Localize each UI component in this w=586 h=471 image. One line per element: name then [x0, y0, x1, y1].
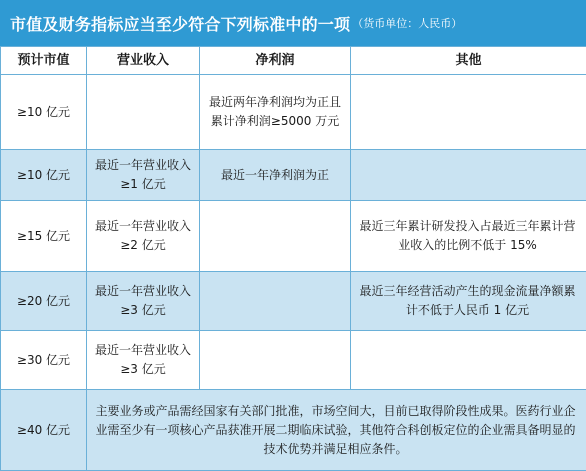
cell-revenue: 最近一年营业收入≥2 亿元 [87, 201, 200, 272]
page-title: 市值及财务指标应当至少符合下列标准中的一项 [10, 12, 350, 35]
currency-unit-note: （货币单位：人民币） [352, 15, 462, 31]
table-row [1, 390, 586, 471]
header-other: 其他 [351, 47, 586, 75]
header-revenue: 营业收入 [87, 47, 200, 75]
cell-market-cap: ≥10 亿元 [1, 75, 87, 150]
cell-net-profit [200, 272, 351, 331]
table-row [1, 272, 586, 331]
cell-revenue: 最近一年营业收入≥3 亿元 [87, 272, 200, 331]
table-row [1, 75, 586, 150]
cell-market-cap: ≥15 亿元 [1, 201, 87, 272]
cell-market-cap: ≥40 亿元 [1, 390, 87, 471]
cell-market-cap: ≥20 亿元 [1, 272, 87, 331]
cell-revenue: 最近一年营业收入≥1 亿元 [87, 150, 200, 201]
cell-revenue [87, 75, 200, 150]
cell-other [351, 150, 586, 201]
table-row [1, 331, 586, 390]
standards-table [0, 46, 586, 471]
cell-market-cap: ≥10 亿元 [1, 150, 87, 201]
cell-other [351, 331, 586, 390]
cell-other [351, 75, 586, 150]
table-row [1, 150, 586, 201]
table-row [1, 201, 586, 272]
title-bar [0, 0, 586, 46]
table-header-row [1, 47, 586, 75]
cell-market-cap: ≥30 亿元 [1, 331, 87, 390]
cell-net-profit: 最近两年净利润均为正且累计净利润≥5000 万元 [200, 75, 351, 150]
cell-net-profit: 最近一年净利润为正 [200, 150, 351, 201]
cell-other: 最近三年累计研发投入占最近三年累计营业收入的比例不低于 15% [351, 201, 586, 272]
cell-merged-requirement: 主要业务或产品需经国家有关部门批准，市场空间大，目前已取得阶段性成果。医药行业企业需至少有一项核心产品获准开展二期临床试验，其他符合科创板定位的企业需具备明显的技术优势并满足相应条件。 [87, 390, 586, 471]
cell-net-profit [200, 331, 351, 390]
cell-revenue: 最近一年营业收入≥3 亿元 [87, 331, 200, 390]
cell-net-profit [200, 201, 351, 272]
header-market-cap: 预计市值 [1, 47, 87, 75]
cell-other: 最近三年经营活动产生的现金流量净额累计不低于人民币 1 亿元 [351, 272, 586, 331]
header-net-profit: 净利润 [200, 47, 351, 75]
